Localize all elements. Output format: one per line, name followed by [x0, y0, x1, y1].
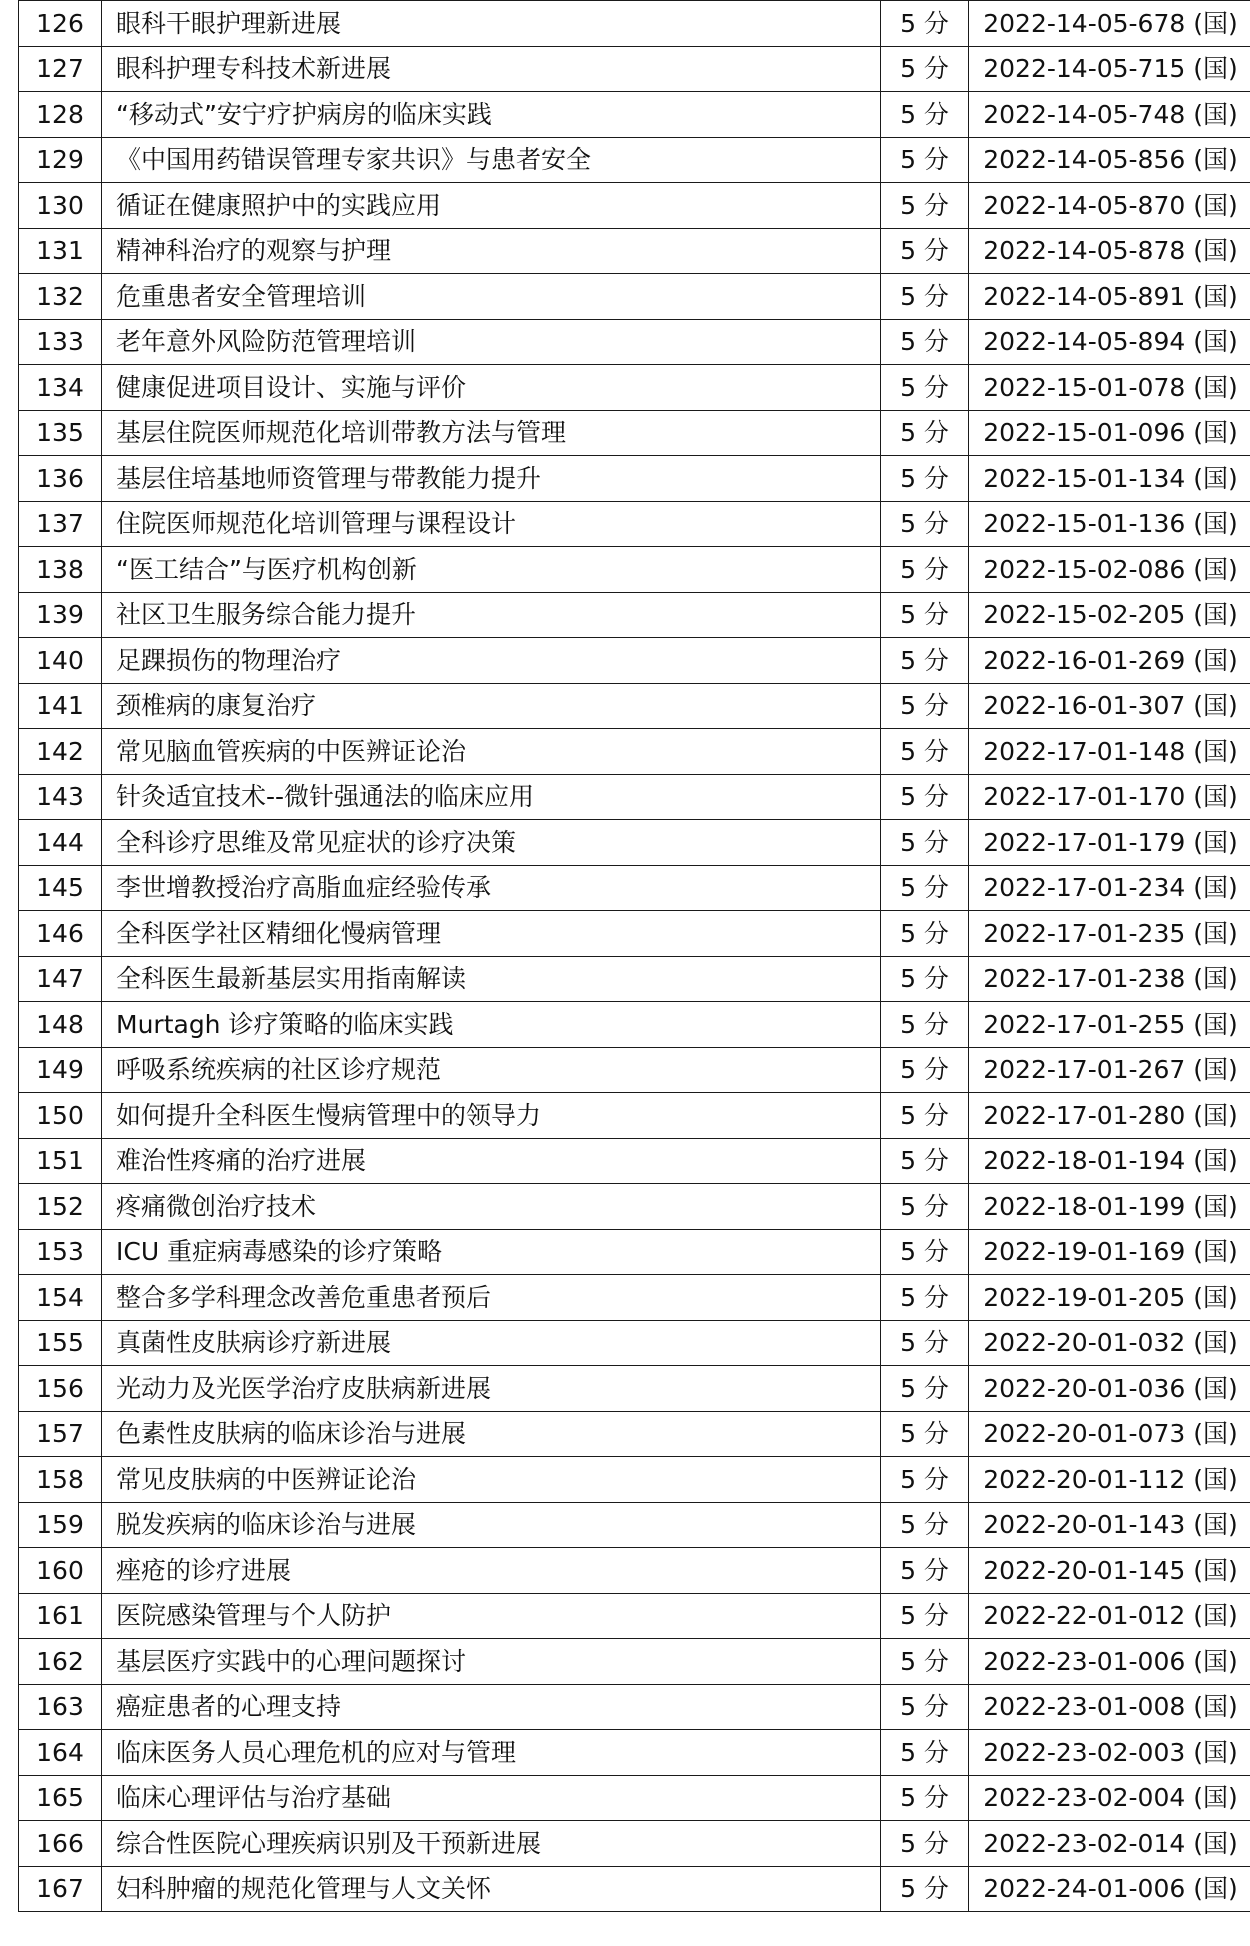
course-title-cell: 全科医生最新基层实用指南解读 — [102, 956, 881, 1002]
project-code-cell: 2022-15-02-086 (国) — [969, 547, 1250, 593]
table-body — [19, 1, 1250, 1912]
course-title-cell: 足踝损伤的物理治疗 — [102, 638, 881, 684]
row-number-cell: 164 — [19, 1730, 102, 1776]
course-title-cell: 难治性疼痛的治疗进展 — [102, 1138, 881, 1184]
credit-cell: 5 分 — [881, 1366, 969, 1412]
table-row — [19, 46, 1250, 92]
row-number-cell: 161 — [19, 1593, 102, 1639]
credit-cell: 5 分 — [881, 456, 969, 502]
row-number-cell: 130 — [19, 183, 102, 229]
course-title-cell: 如何提升全科医生慢病管理中的领导力 — [102, 1093, 881, 1139]
row-number-cell: 155 — [19, 1320, 102, 1366]
table-row — [19, 410, 1250, 456]
course-title-cell: 基层医疗实践中的心理问题探讨 — [102, 1639, 881, 1685]
project-code-cell: 2022-18-01-194 (国) — [969, 1138, 1250, 1184]
project-code-cell: 2022-23-01-008 (国) — [969, 1684, 1250, 1730]
credit-cell: 5 分 — [881, 228, 969, 274]
row-number-cell: 156 — [19, 1366, 102, 1412]
row-number-cell: 127 — [19, 46, 102, 92]
project-code-cell: 2022-14-05-891 (国) — [969, 274, 1250, 320]
course-title-cell: 常见脑血管疾病的中医辨证论治 — [102, 729, 881, 775]
course-title-cell: 社区卫生服务综合能力提升 — [102, 592, 881, 638]
project-code-cell: 2022-15-01-134 (国) — [969, 456, 1250, 502]
course-title-cell: 光动力及光医学治疗皮肤病新进展 — [102, 1366, 881, 1412]
project-code-cell: 2022-17-01-179 (国) — [969, 820, 1250, 866]
credit-cell: 5 分 — [881, 137, 969, 183]
table-row — [19, 274, 1250, 320]
project-code-cell: 2022-17-01-235 (国) — [969, 911, 1250, 957]
course-title-cell: 健康促进项目设计、实施与评价 — [102, 365, 881, 411]
credit-cell: 5 分 — [881, 1047, 969, 1093]
table-row — [19, 183, 1250, 229]
course-title-cell: 《中国用药错误管理专家共识》与患者安全 — [102, 137, 881, 183]
row-number-cell: 147 — [19, 956, 102, 1002]
credit-cell: 5 分 — [881, 1275, 969, 1321]
row-number-cell: 166 — [19, 1821, 102, 1867]
course-title-cell: 李世增教授治疗高脂血症经验传承 — [102, 865, 881, 911]
row-number-cell: 142 — [19, 729, 102, 775]
project-code-cell: 2022-20-01-143 (国) — [969, 1502, 1250, 1548]
table-row — [19, 1502, 1250, 1548]
course-title-cell: 整合多学科理念改善危重患者预后 — [102, 1275, 881, 1321]
course-title-cell: 住院医师规范化培训管理与课程设计 — [102, 501, 881, 547]
credit-cell: 5 分 — [881, 501, 969, 547]
row-number-cell: 137 — [19, 501, 102, 547]
row-number-cell: 132 — [19, 274, 102, 320]
credit-cell: 5 分 — [881, 1684, 969, 1730]
row-number-cell: 143 — [19, 774, 102, 820]
row-number-cell: 160 — [19, 1548, 102, 1594]
course-title-cell: 全科医学社区精细化慢病管理 — [102, 911, 881, 957]
course-title-cell: 全科诊疗思维及常见症状的诊疗决策 — [102, 820, 881, 866]
course-title-cell: 妇科肿瘤的规范化管理与人文关怀 — [102, 1866, 881, 1912]
table-row — [19, 1730, 1250, 1776]
table-row — [19, 911, 1250, 957]
credit-cell: 5 分 — [881, 729, 969, 775]
credit-cell: 5 分 — [881, 1502, 969, 1548]
course-title-cell: 医院感染管理与个人防护 — [102, 1593, 881, 1639]
row-number-cell: 163 — [19, 1684, 102, 1730]
table-row — [19, 1639, 1250, 1685]
project-code-cell: 2022-17-01-255 (国) — [969, 1002, 1250, 1048]
row-number-cell: 153 — [19, 1229, 102, 1275]
project-code-cell: 2022-20-01-145 (国) — [969, 1548, 1250, 1594]
course-title-cell: Murtagh 诊疗策略的临床实践 — [102, 1002, 881, 1048]
credit-cell: 5 分 — [881, 1093, 969, 1139]
table-row — [19, 1002, 1250, 1048]
credit-cell: 5 分 — [881, 547, 969, 593]
table-row — [19, 1, 1250, 47]
credit-cell: 5 分 — [881, 365, 969, 411]
table-row — [19, 956, 1250, 1002]
table-row — [19, 592, 1250, 638]
project-code-cell: 2022-16-01-269 (国) — [969, 638, 1250, 684]
project-code-cell: 2022-16-01-307 (国) — [969, 683, 1250, 729]
credit-cell: 5 分 — [881, 1184, 969, 1230]
row-number-cell: 157 — [19, 1411, 102, 1457]
credit-cell: 5 分 — [881, 46, 969, 92]
project-code-cell: 2022-17-01-148 (国) — [969, 729, 1250, 775]
table-row — [19, 1093, 1250, 1139]
project-code-cell: 2022-14-05-878 (国) — [969, 228, 1250, 274]
table-row — [19, 501, 1250, 547]
table-row — [19, 1775, 1250, 1821]
credit-cell: 5 分 — [881, 820, 969, 866]
row-number-cell: 159 — [19, 1502, 102, 1548]
table-row — [19, 683, 1250, 729]
course-title-cell: 呼吸系统疾病的社区诊疗规范 — [102, 1047, 881, 1093]
row-number-cell: 145 — [19, 865, 102, 911]
row-number-cell: 144 — [19, 820, 102, 866]
row-number-cell: 128 — [19, 92, 102, 138]
course-title-cell: 色素性皮肤病的临床诊治与进展 — [102, 1411, 881, 1457]
course-title-cell: 临床医务人员心理危机的应对与管理 — [102, 1730, 881, 1776]
credit-cell: 5 分 — [881, 1593, 969, 1639]
table-row — [19, 1229, 1250, 1275]
row-number-cell: 135 — [19, 410, 102, 456]
row-number-cell: 129 — [19, 137, 102, 183]
credit-cell: 5 分 — [881, 1821, 969, 1867]
credit-cell: 5 分 — [881, 1320, 969, 1366]
row-number-cell: 138 — [19, 547, 102, 593]
project-code-cell: 2022-20-01-032 (国) — [969, 1320, 1250, 1366]
table-row — [19, 1457, 1250, 1503]
table-row — [19, 1275, 1250, 1321]
project-code-cell: 2022-20-01-112 (国) — [969, 1457, 1250, 1503]
course-table — [18, 0, 1250, 1912]
credit-cell: 5 分 — [881, 1730, 969, 1776]
row-number-cell: 152 — [19, 1184, 102, 1230]
table-row — [19, 865, 1250, 911]
project-code-cell: 2022-14-05-678 (国) — [969, 1, 1250, 47]
credit-cell: 5 分 — [881, 1548, 969, 1594]
project-code-cell: 2022-14-05-748 (国) — [969, 92, 1250, 138]
credit-cell: 5 分 — [881, 1866, 969, 1912]
row-number-cell: 162 — [19, 1639, 102, 1685]
project-code-cell: 2022-20-01-036 (国) — [969, 1366, 1250, 1412]
credit-cell: 5 分 — [881, 865, 969, 911]
credit-cell: 5 分 — [881, 638, 969, 684]
project-code-cell: 2022-15-01-078 (国) — [969, 365, 1250, 411]
project-code-cell: 2022-23-02-014 (国) — [969, 1821, 1250, 1867]
row-number-cell: 141 — [19, 683, 102, 729]
credit-cell: 5 分 — [881, 1457, 969, 1503]
table-row — [19, 1593, 1250, 1639]
course-title-cell: 常见皮肤病的中医辨证论治 — [102, 1457, 881, 1503]
row-number-cell: 149 — [19, 1047, 102, 1093]
row-number-cell: 158 — [19, 1457, 102, 1503]
credit-cell: 5 分 — [881, 1, 969, 47]
course-title-cell: 循证在健康照护中的实践应用 — [102, 183, 881, 229]
project-code-cell: 2022-17-01-267 (国) — [969, 1047, 1250, 1093]
course-title-cell: 疼痛微创治疗技术 — [102, 1184, 881, 1230]
course-title-cell: 针灸适宜技术--微针强通法的临床应用 — [102, 774, 881, 820]
row-number-cell: 136 — [19, 456, 102, 502]
row-number-cell: 167 — [19, 1866, 102, 1912]
table-row — [19, 1320, 1250, 1366]
row-number-cell: 131 — [19, 228, 102, 274]
credit-cell: 5 分 — [881, 1229, 969, 1275]
course-title-cell: 眼科护理专科技术新进展 — [102, 46, 881, 92]
course-title-cell: 危重患者安全管理培训 — [102, 274, 881, 320]
table-row — [19, 729, 1250, 775]
credit-cell: 5 分 — [881, 319, 969, 365]
project-code-cell: 2022-14-05-715 (国) — [969, 46, 1250, 92]
project-code-cell: 2022-19-01-169 (国) — [969, 1229, 1250, 1275]
table-row — [19, 1684, 1250, 1730]
table-row — [19, 228, 1250, 274]
course-title-cell: ICU 重症病毒感染的诊疗策略 — [102, 1229, 881, 1275]
table-row — [19, 1184, 1250, 1230]
row-number-cell: 133 — [19, 319, 102, 365]
project-code-cell: 2022-23-02-004 (国) — [969, 1775, 1250, 1821]
project-code-cell: 2022-24-01-006 (国) — [969, 1866, 1250, 1912]
row-number-cell: 154 — [19, 1275, 102, 1321]
row-number-cell: 139 — [19, 592, 102, 638]
course-title-cell: 综合性医院心理疾病识别及干预新进展 — [102, 1821, 881, 1867]
credit-cell: 5 分 — [881, 956, 969, 1002]
table-row — [19, 1548, 1250, 1594]
course-title-cell: 真菌性皮肤病诊疗新进展 — [102, 1320, 881, 1366]
row-number-cell: 165 — [19, 1775, 102, 1821]
project-code-cell: 2022-17-01-234 (国) — [969, 865, 1250, 911]
project-code-cell: 2022-19-01-205 (国) — [969, 1275, 1250, 1321]
project-code-cell: 2022-17-01-170 (国) — [969, 774, 1250, 820]
project-code-cell: 2022-15-02-205 (国) — [969, 592, 1250, 638]
row-number-cell: 146 — [19, 911, 102, 957]
course-title-cell: “医工结合”与医疗机构创新 — [102, 547, 881, 593]
row-number-cell: 148 — [19, 1002, 102, 1048]
project-code-cell: 2022-20-01-073 (国) — [969, 1411, 1250, 1457]
table-row — [19, 456, 1250, 502]
table-row — [19, 1821, 1250, 1867]
course-title-cell: 眼科干眼护理新进展 — [102, 1, 881, 47]
credit-cell: 5 分 — [881, 592, 969, 638]
course-title-cell: 临床心理评估与治疗基础 — [102, 1775, 881, 1821]
table-row — [19, 1866, 1250, 1912]
project-code-cell: 2022-23-01-006 (国) — [969, 1639, 1250, 1685]
table-row — [19, 1366, 1250, 1412]
credit-cell: 5 分 — [881, 774, 969, 820]
project-code-cell: 2022-23-02-003 (国) — [969, 1730, 1250, 1776]
course-title-cell: 颈椎病的康复治疗 — [102, 683, 881, 729]
course-title-cell: 基层住院医师规范化培训带教方法与管理 — [102, 410, 881, 456]
row-number-cell: 151 — [19, 1138, 102, 1184]
credit-cell: 5 分 — [881, 1138, 969, 1184]
row-number-cell: 126 — [19, 1, 102, 47]
project-code-cell: 2022-15-01-136 (国) — [969, 501, 1250, 547]
course-title-cell: 癌症患者的心理支持 — [102, 1684, 881, 1730]
row-number-cell: 140 — [19, 638, 102, 684]
project-code-cell: 2022-14-05-894 (国) — [969, 319, 1250, 365]
row-number-cell: 134 — [19, 365, 102, 411]
table-row — [19, 365, 1250, 411]
project-code-cell: 2022-18-01-199 (国) — [969, 1184, 1250, 1230]
credit-cell: 5 分 — [881, 410, 969, 456]
project-code-cell: 2022-14-05-856 (国) — [969, 137, 1250, 183]
table-row — [19, 92, 1250, 138]
credit-cell: 5 分 — [881, 1002, 969, 1048]
credit-cell: 5 分 — [881, 1775, 969, 1821]
project-code-cell: 2022-15-01-096 (国) — [969, 410, 1250, 456]
table-row — [19, 638, 1250, 684]
course-title-cell: 精神科治疗的观察与护理 — [102, 228, 881, 274]
course-title-cell: 老年意外风险防范管理培训 — [102, 319, 881, 365]
credit-cell: 5 分 — [881, 1639, 969, 1685]
credit-cell: 5 分 — [881, 92, 969, 138]
project-code-cell: 2022-17-01-238 (国) — [969, 956, 1250, 1002]
credit-cell: 5 分 — [881, 911, 969, 957]
course-title-cell: 脱发疾病的临床诊治与进展 — [102, 1502, 881, 1548]
row-number-cell: 150 — [19, 1093, 102, 1139]
table-row — [19, 547, 1250, 593]
course-title-cell: 痤疮的诊疗进展 — [102, 1548, 881, 1594]
table-row — [19, 774, 1250, 820]
table-row — [19, 820, 1250, 866]
course-title-cell: “移动式”安宁疗护病房的临床实践 — [102, 92, 881, 138]
project-code-cell: 2022-17-01-280 (国) — [969, 1093, 1250, 1139]
credit-cell: 5 分 — [881, 683, 969, 729]
credit-cell: 5 分 — [881, 183, 969, 229]
table-row — [19, 319, 1250, 365]
table-row — [19, 1047, 1250, 1093]
table-row — [19, 137, 1250, 183]
table-row — [19, 1138, 1250, 1184]
table-row — [19, 1411, 1250, 1457]
project-code-cell: 2022-22-01-012 (国) — [969, 1593, 1250, 1639]
credit-cell: 5 分 — [881, 274, 969, 320]
project-code-cell: 2022-14-05-870 (国) — [969, 183, 1250, 229]
credit-cell: 5 分 — [881, 1411, 969, 1457]
course-title-cell: 基层住培基地师资管理与带教能力提升 — [102, 456, 881, 502]
